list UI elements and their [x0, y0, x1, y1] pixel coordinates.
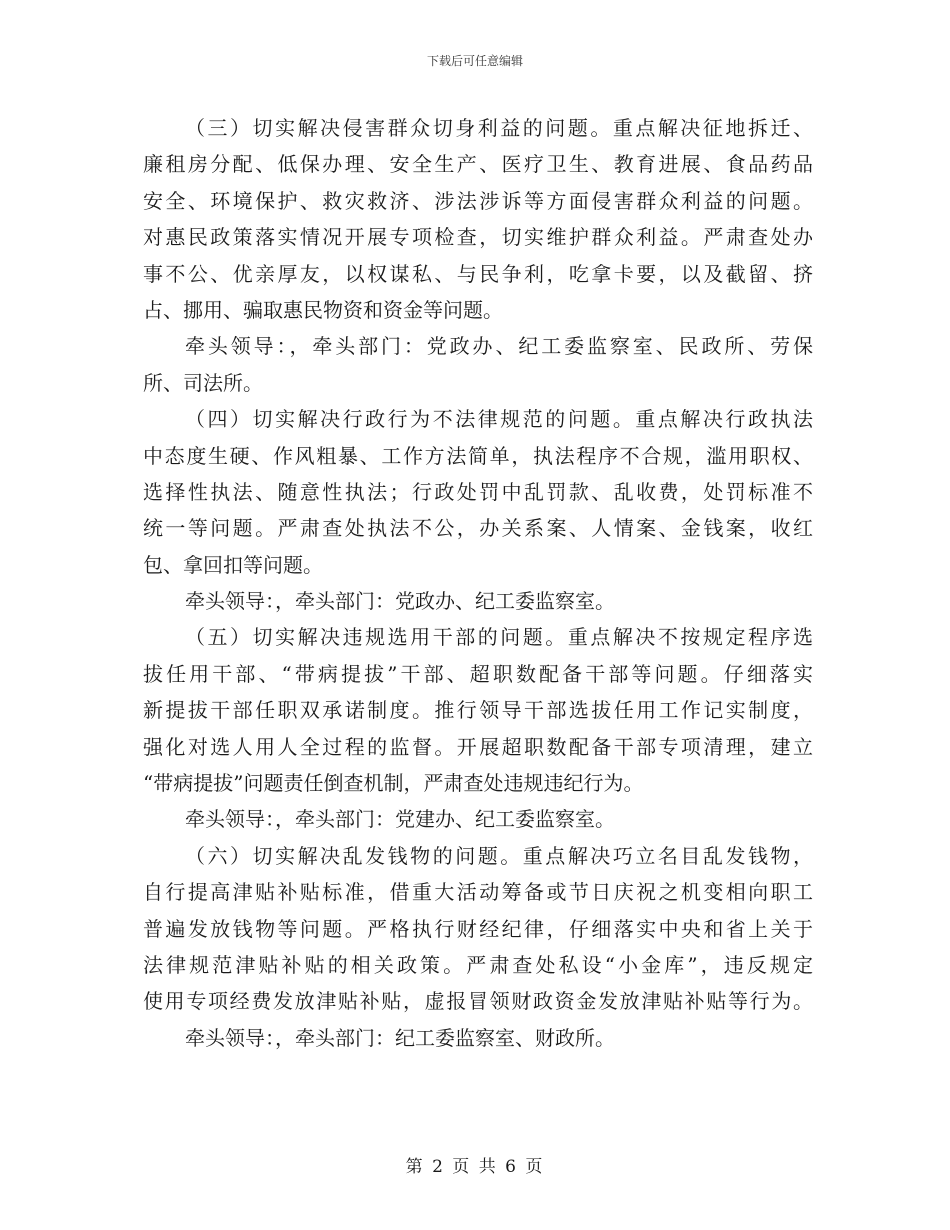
text-line: （三）切实解决侵害群众切身利益的问题。重点解决征地拆迁、 — [185, 116, 813, 140]
text-line: （六）切实解决乱发钱物的问题。重点解决巧立名目乱发钱物， — [185, 843, 813, 868]
text-line: 法律规范津贴补贴的相关政策。严肃查处私设“小金库”，违反规定 — [143, 952, 813, 977]
text-line: 牵头领导：，牵头部门：纪工委监察室、财政所。 — [185, 1025, 615, 1050]
text-line: 新提拔干部任职双承诺制度。推行领导干部选拔任用工作记实制度， — [143, 698, 813, 723]
text-line: 强化对选人用人全过程的监督。开展超职数配备干部专项清理，建立 — [143, 734, 813, 759]
text-line: 安全、环境保护、救灾救济、涉法涉诉等方面侵害群众利益的问题。 — [143, 188, 813, 213]
text-line: 对惠民政策落实情况开展专项检查，切实维护群众利益。严肃查处办 — [143, 225, 813, 250]
text-line: 中态度生硬、作风粗暴、工作方法简单，执法程序不合规，滥用职权、 — [143, 443, 813, 468]
text-line: 使用专项经费发放津贴补贴，虚报冒领财政资金发放津贴补贴等行为。 — [143, 989, 813, 1014]
text-line: “带病提拔”问题责任倒查机制，严肃查处违规违纪行为。 — [143, 771, 644, 796]
text-line: （四）切实解决行政行为不法律规范的问题。重点解决行政执法 — [185, 407, 813, 432]
text-line: 选择性执法、随意性执法；行政处罚中乱罚款、乱收费，处罚标准不 — [143, 479, 813, 504]
text-line: 牵头领导：，牵头部门：党政办、纪工委监察室、民政所、劳保 — [185, 334, 813, 359]
text-line: 所、司法所。 — [143, 370, 263, 395]
page-header: 下载后可任意编辑 — [426, 54, 523, 68]
text-line: 拔任用干部、“带病提拔”干部、超职数配备干部等问题。仔细落实 — [143, 661, 813, 686]
text-line: 包、拿回扣等问题。 — [143, 552, 323, 577]
text-line: 普遍发放钱物等问题。严格执行财经纪律，仔细落实中央和省上关于 — [143, 916, 813, 941]
text-line: 自行提高津贴补贴标准，借重大活动筹备或节日庆祝之机变相向职工 — [143, 880, 813, 905]
document-body — [143, 110, 813, 1056]
text-line: 牵头领导：，牵头部门：党建办、纪工委监察室。 — [185, 807, 615, 832]
text-line: 牵头领导：，牵头部门：党政办、纪工委监察室。 — [185, 589, 615, 614]
text-line: 占、挪用、骗取惠民物资和资金等问题。 — [143, 297, 503, 322]
text-line: 事不公、优亲厚友，以权谋私、与民争利，吃拿卡要，以及截留、挤 — [143, 261, 813, 286]
text-line: 廉租房分配、低保办理、安全生产、医疗卫生、教育进展、食品药品 — [143, 152, 813, 177]
text-line: （五）切实解决违规选用干部的问题。重点解决不按规定程序选 — [185, 625, 813, 650]
text-line: 统一等问题。严肃查处执法不公，办关系案、人情案、金钱案，收红 — [143, 516, 813, 541]
page-number: 第 2 页 共 6 页 — [405, 1157, 545, 1177]
